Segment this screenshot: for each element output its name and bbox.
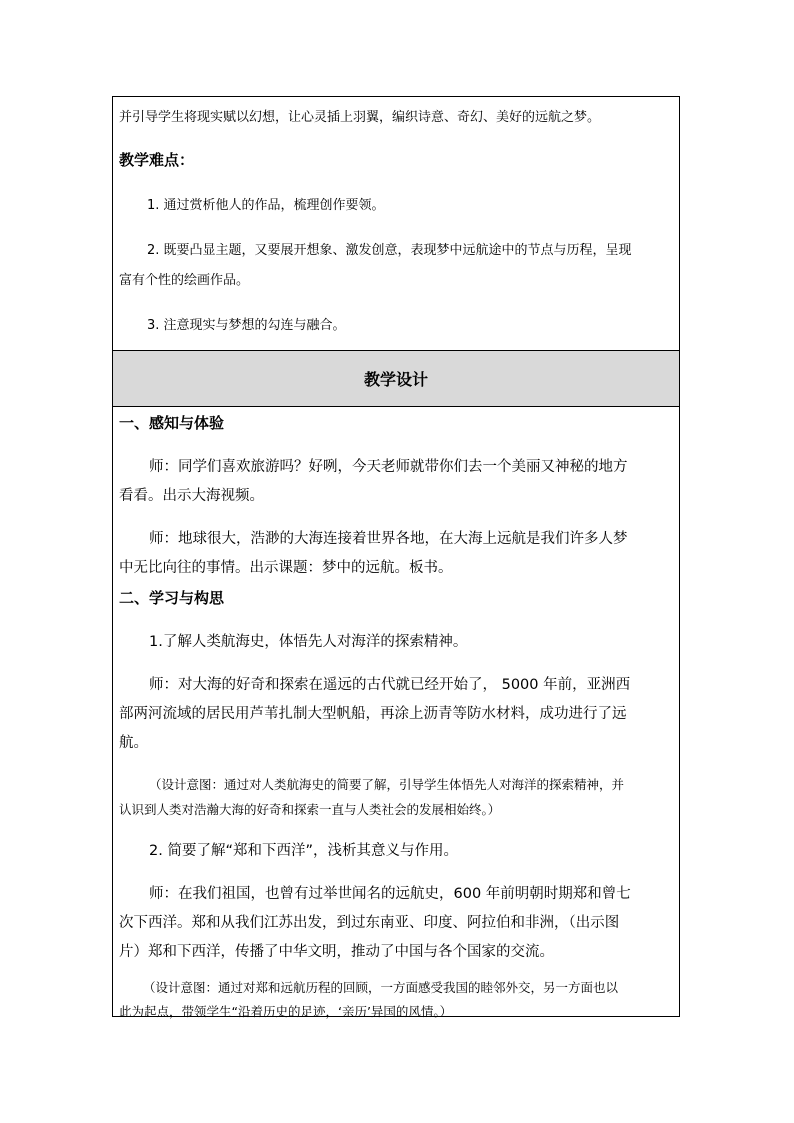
objectives-cell: [113, 97, 679, 351]
paragraph-4-line-2: 次下西洋。郑和从我们江苏出发，到过东南亚、印度、阿拉伯和非洲，（出示图: [119, 915, 620, 931]
design-header-row: [113, 351, 679, 407]
subsection-1: 1.了解人类航海史，体悟先人对海洋的探索精神。: [149, 634, 468, 650]
design-content-cell: [113, 407, 679, 1019]
difficulty-item-2-line-2: 富有个性的绘画作品。: [119, 273, 250, 288]
paragraph-3-line-3: 航。: [119, 735, 148, 751]
paragraph-3-line-2: 部两河流域的居民用芦苇扎制大型帆船，再涂上沥青等防水材料，成功进行了远: [119, 706, 627, 722]
section-2-heading: 二、学习与构思: [119, 589, 225, 607]
difficulty-item-1: 1. 通过赏析他人的作品，梳理创作要领。: [147, 198, 385, 213]
paragraph-4-line-3: 片）郑和下西洋，传播了中华文明，推动了中国与各个国家的交流。: [119, 944, 554, 960]
design-note-1-line-2: 认识到人类对浩瀚大海的好奇和探索一直与人类社会的发展相始终。）: [119, 802, 501, 817]
section-1-heading: 一、感知与体验: [119, 414, 225, 432]
design-note-1-line-1: （设计意图：通过对人类航海史的简要了解，引导学生体悟先人对海洋的探索精神，并: [149, 777, 625, 792]
design-note-2-line-2: 此为起点，带领学生“沿着历史的足迹，‘亲历’异国的风情。）: [119, 1004, 453, 1019]
paragraph-2-line-1: 师：地球很大，浩渺的大海连接着世界各地，在大海上远航是我们许多人梦: [149, 531, 628, 547]
objective-text-line: 并引导学生将现实赋以幻想，让心灵插上羽翼，编织诗意、奇幻、美好的远航之梦。: [119, 110, 601, 125]
design-note-2-line-1: （设计意图：通过对郑和远航历程的回顾，一方面感受我国的睦邻外交，另一方面也以: [143, 980, 619, 995]
paragraph-2-line-2: 中无比向往的事情。出示课题：梦中的远航。板书。: [119, 560, 453, 576]
difficulty-heading: 教学难点：: [119, 151, 195, 169]
paragraph-4-line-1: 师：在我们祖国，也曾有过举世闻名的远航史，600 年前明朝时期郑和曾七: [149, 886, 631, 902]
paragraph-1-line-1: 师：同学们喜欢旅游吗？好咧，今天老师就带你们去一个美丽又神秘的地方: [149, 459, 628, 475]
difficulty-item-3: 3. 注意现实与梦想的勾连与融合。: [147, 318, 346, 333]
difficulty-item-2-line-1: 2. 既要凸显主题，又要展开想象、激发创意，表现梦中远航途中的节点与历程，呈现: [147, 243, 632, 258]
paragraph-1-line-2: 看看。出示大海视频。: [119, 488, 264, 504]
design-title: 教学设计: [363, 370, 428, 389]
lesson-plan-table: [112, 96, 680, 1017]
subsection-2: 2. 简要了解“郑和下西洋”，浅析其意义与作用。: [149, 843, 458, 859]
paragraph-3-line-1: 师：对大海的好奇和探索在遥远的古代就已经开始了， 5000 年前，亚洲西: [149, 677, 631, 693]
